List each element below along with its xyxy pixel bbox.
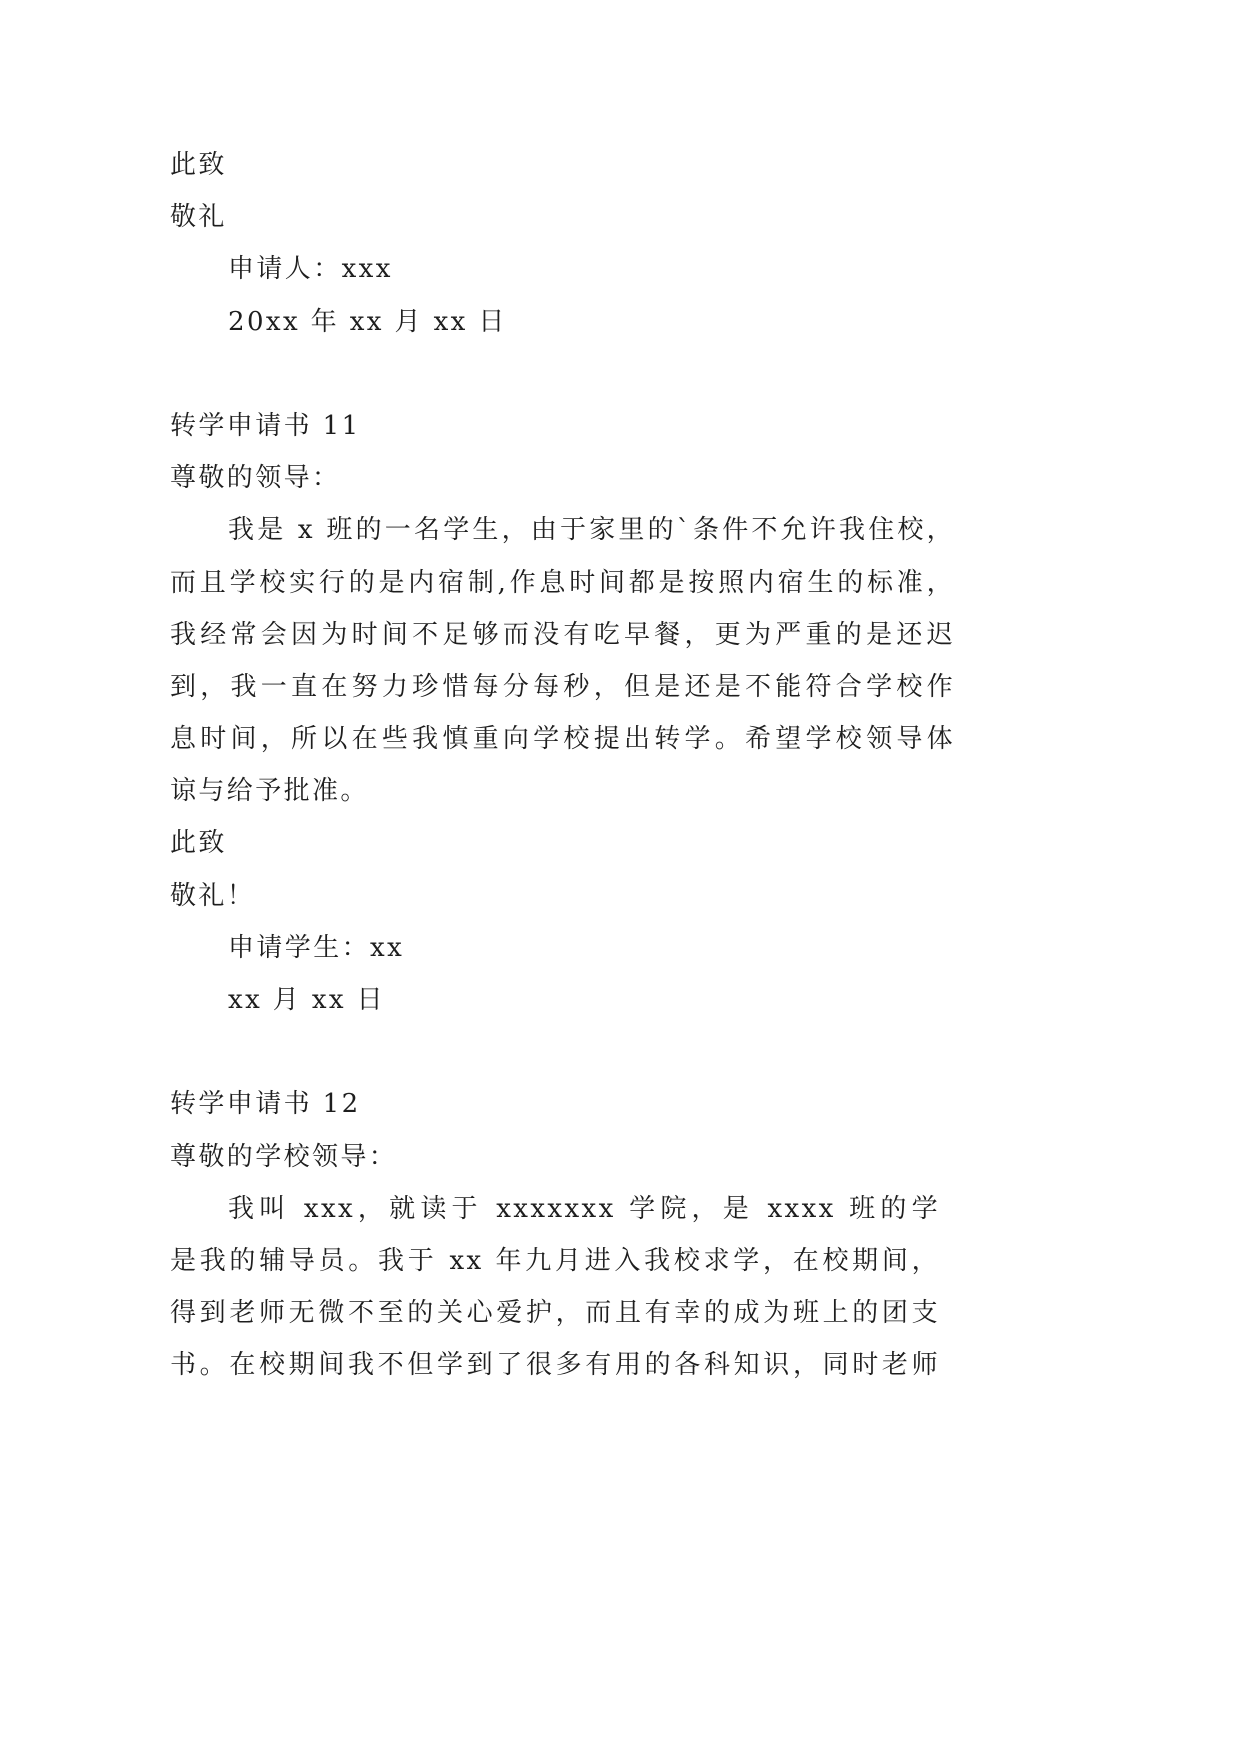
body-line: 我叫 xxx，就读于 xxxxxxx 学院，是 xxxx 班的学 xyxy=(228,1193,940,1224)
body-line: 得到老师无微不至的关心爱护，而且有幸的成为班上的团支 xyxy=(170,1298,940,1329)
greeting: 尊敬的学校领导： xyxy=(170,1141,398,1172)
body-line: 谅与给予批准。 xyxy=(170,776,369,807)
body-line: 而且学校实行的是内宿制,作息时间都是按照内宿生的标准， xyxy=(170,567,955,598)
closing-salute: 敬礼！ xyxy=(170,880,256,911)
letter-title: 转学申请书 11 xyxy=(170,410,361,441)
body-line: 息时间，所以在些我慎重向学校提出转学。希望学校领导体 xyxy=(170,724,955,755)
body-line: 我经常会因为时间不足够而没有吃早餐，更为严重的是还迟 xyxy=(170,619,955,650)
spacer xyxy=(170,348,955,400)
signature-date: xx 月 xx 日 xyxy=(228,985,386,1015)
signature-date: 20xx 年 xx 月 xx 日 xyxy=(228,306,507,337)
applicant-signature: 申请人：xxx xyxy=(228,254,393,285)
document-page xyxy=(170,139,955,1392)
closing-salute: 敬礼 xyxy=(170,202,227,233)
applicant-signature: 申请学生：xx xyxy=(228,932,405,963)
closing-phrase: 此致 xyxy=(170,828,227,859)
body-line: 我是 x 班的一名学生，由于家里的`条件不允许我住校， xyxy=(228,515,955,546)
body-line: 是我的辅导员。我于 xx 年九月进入我校求学，在校期间， xyxy=(170,1245,940,1276)
body-line: 书。在校期间我不但学到了很多有用的各科知识，同时老师 xyxy=(170,1350,940,1381)
closing-phrase: 此致 xyxy=(170,150,227,180)
spacer xyxy=(170,1026,955,1078)
body-line: 到，我一直在努力珍惜每分每秒，但是还是不能符合学校作 xyxy=(170,671,955,702)
letter-title: 转学申请书 12 xyxy=(170,1089,361,1120)
greeting: 尊敬的领导： xyxy=(170,463,341,494)
